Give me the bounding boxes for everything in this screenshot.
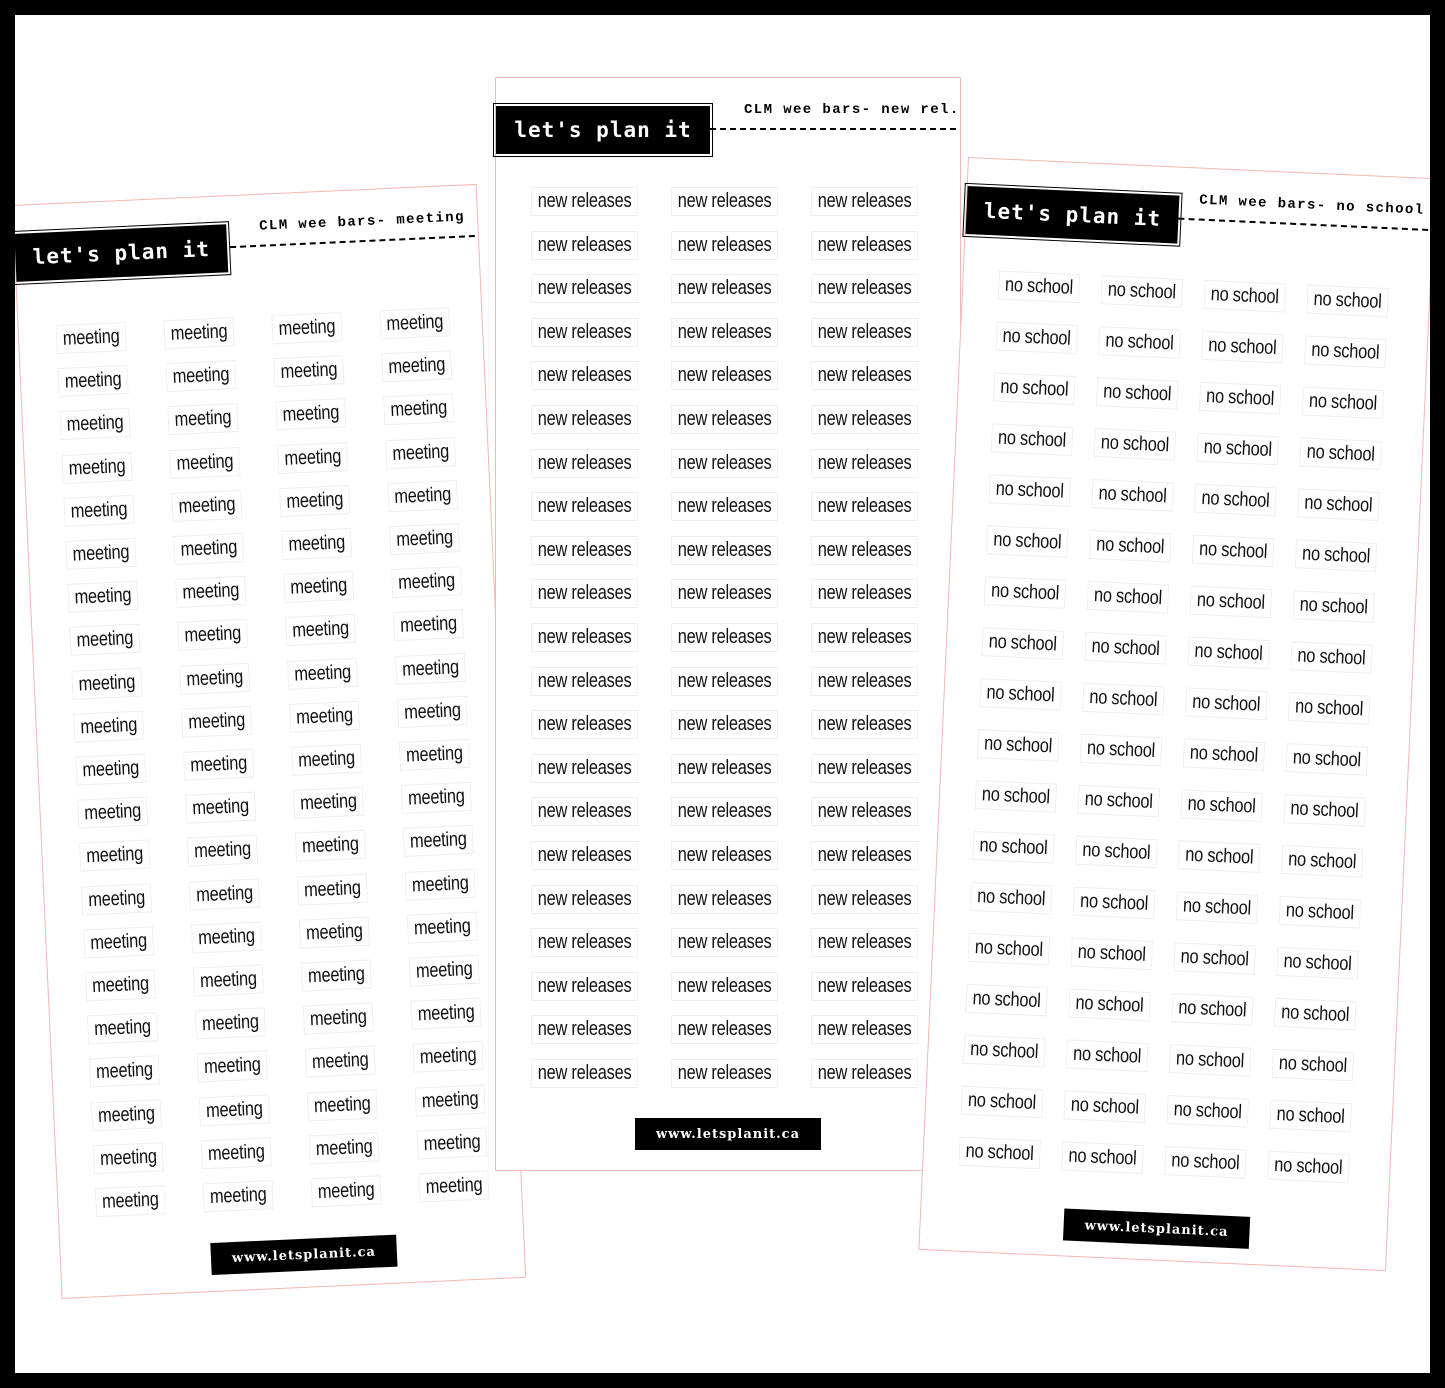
- title-divider: [1178, 218, 1428, 231]
- sticker-label: no school: [1088, 582, 1169, 613]
- sticker-label: meeting: [392, 567, 461, 597]
- sticker-label: no school: [1268, 1152, 1349, 1183]
- sticker-label: no school: [1074, 888, 1155, 919]
- sticker-label: new releases: [812, 886, 917, 913]
- sticker-label: new releases: [812, 755, 917, 782]
- sticker-label: meeting: [164, 318, 233, 348]
- brand-label: let's plan it: [15, 224, 228, 282]
- sticker-label: new releases: [532, 624, 637, 651]
- product-frame: [15, 15, 1430, 1373]
- sticker-label: no school: [985, 577, 1066, 608]
- sticker-label: new releases: [532, 842, 637, 869]
- sticker-label: meeting: [60, 409, 129, 439]
- sticker-label: new releases: [812, 232, 917, 259]
- sticker-label: new releases: [532, 973, 637, 1000]
- sticker-label: meeting: [406, 869, 475, 899]
- sticker-label: new releases: [672, 188, 777, 215]
- sticker-label: meeting: [419, 1171, 488, 1201]
- sticker-label: meeting: [192, 922, 261, 952]
- sticker-label: meeting: [386, 438, 455, 468]
- sticker-label: meeting: [390, 524, 459, 554]
- sticker-label: meeting: [96, 1186, 165, 1216]
- sticker-label: no school: [969, 934, 1050, 965]
- sticker-label: no school: [1170, 1045, 1251, 1076]
- sticker-label: new releases: [672, 537, 777, 564]
- sticker-label: no school: [1293, 591, 1374, 622]
- sticker-label: meeting: [90, 1057, 159, 1087]
- sticker-label: no school: [1177, 892, 1258, 923]
- sticker-label: meeting: [288, 658, 357, 688]
- sticker-label: new releases: [672, 450, 777, 477]
- sticker-label: meeting: [78, 798, 147, 828]
- sticker-label: no school: [982, 628, 1063, 659]
- sticker-label: meeting: [402, 783, 471, 813]
- sticker-label: meeting: [286, 615, 355, 645]
- sticker-label: no school: [1191, 587, 1272, 618]
- sticker-label: no school: [1097, 378, 1178, 409]
- sticker-label: no school: [973, 832, 1054, 863]
- sticker-label: new releases: [672, 1060, 777, 1087]
- sticker-label: meeting: [396, 654, 465, 684]
- sticker-label: no school: [1062, 1142, 1143, 1173]
- sticker-label: meeting: [310, 1133, 379, 1163]
- sticker-label: meeting: [76, 755, 145, 785]
- sticker-label: no school: [1305, 337, 1386, 368]
- sticker-label: meeting: [198, 1052, 267, 1082]
- sticker-label: new releases: [812, 842, 917, 869]
- sticker-label: no school: [1095, 429, 1176, 460]
- sticker-label: meeting: [180, 663, 249, 693]
- sticker-label: meeting: [417, 1128, 486, 1158]
- sticker-label: no school: [994, 373, 1075, 404]
- sticker-label: new releases: [532, 406, 637, 433]
- sticker-label: meeting: [308, 1090, 377, 1120]
- sticker-label: meeting: [294, 788, 363, 818]
- sticker-label: no school: [1202, 332, 1283, 363]
- sticker-label: new releases: [812, 275, 917, 302]
- sticker-label: meeting: [70, 625, 139, 655]
- sticker-label: new releases: [812, 493, 917, 520]
- sticker-label: meeting: [62, 452, 131, 482]
- sticker-label: no school: [1280, 897, 1361, 928]
- sticker-label: new releases: [672, 232, 777, 259]
- sticker-label: new releases: [672, 668, 777, 695]
- sticker-label: no school: [966, 985, 1047, 1016]
- sticker-label: no school: [1282, 846, 1363, 877]
- footer-url: www.letsplanit.ca: [210, 1235, 397, 1275]
- sticker-label: meeting: [196, 1009, 265, 1039]
- sticker-label: new releases: [812, 537, 917, 564]
- sticker-label: meeting: [278, 443, 347, 473]
- sticker-label: meeting: [94, 1143, 163, 1173]
- sticker-sheet-no-school: [918, 157, 1430, 1271]
- sticker-label: no school: [1071, 939, 1152, 970]
- sticker-label: meeting: [200, 1095, 269, 1125]
- sticker-label: no school: [1197, 434, 1278, 465]
- sticker-label: new releases: [672, 406, 777, 433]
- sticker-label: new releases: [532, 1016, 637, 1043]
- sticker-label: meeting: [412, 999, 481, 1029]
- sticker-label: no school: [978, 730, 1059, 761]
- sticker-label: meeting: [88, 1013, 157, 1043]
- sticker-label: meeting: [166, 361, 235, 391]
- sticker-label: meeting: [170, 448, 239, 478]
- sticker-label: new releases: [532, 668, 637, 695]
- sticker-label: new releases: [812, 973, 917, 1000]
- sticker-label: meeting: [380, 308, 449, 338]
- sticker-label: new releases: [672, 798, 777, 825]
- sticker-label: no school: [1303, 387, 1384, 418]
- sheet-title: CLM wee bars- meeting: [258, 209, 466, 235]
- sticker-label: meeting: [415, 1085, 484, 1115]
- sticker-label: meeting: [57, 323, 126, 353]
- sticker-label: new releases: [812, 798, 917, 825]
- sticker-label: meeting: [300, 917, 369, 947]
- sticker-label: meeting: [74, 711, 143, 741]
- sticker-label: new releases: [672, 711, 777, 738]
- sticker-label: no school: [964, 1036, 1045, 1067]
- title-divider: [710, 128, 956, 130]
- sticker-label: no school: [1064, 1091, 1145, 1122]
- sticker-label: no school: [1172, 994, 1253, 1025]
- sticker-label: meeting: [404, 826, 473, 856]
- sticker-label: no school: [992, 424, 1073, 455]
- sticker-label: new releases: [532, 493, 637, 520]
- sticker-label: meeting: [182, 707, 251, 737]
- footer-url: www.letsplanit.ca: [635, 1118, 821, 1150]
- sticker-label: new releases: [672, 275, 777, 302]
- sticker-label: new releases: [812, 188, 917, 215]
- sheet-title: CLM wee bars- no school: [1198, 192, 1425, 219]
- sticker-label: no school: [996, 323, 1077, 354]
- sticker-label: new releases: [532, 319, 637, 346]
- sticker-label: new releases: [672, 886, 777, 913]
- sticker-label: no school: [1204, 281, 1285, 312]
- sticker-label: new releases: [672, 842, 777, 869]
- sticker-label: meeting: [304, 1004, 373, 1034]
- sticker-label: meeting: [58, 366, 127, 396]
- sticker-sheet-meeting: [15, 184, 526, 1299]
- sticker-label: meeting: [388, 481, 457, 511]
- sticker-label: meeting: [194, 965, 263, 995]
- sticker-label: meeting: [410, 956, 479, 986]
- sticker-label: meeting: [400, 740, 469, 770]
- sticker-label: no school: [1284, 795, 1365, 826]
- sticker-label: no school: [959, 1138, 1040, 1169]
- sticker-label: no school: [1275, 999, 1356, 1030]
- sticker-label: no school: [962, 1087, 1043, 1118]
- sticker-label: no school: [1186, 688, 1267, 719]
- sticker-label: new releases: [812, 929, 917, 956]
- sticker-label: meeting: [188, 836, 257, 866]
- sticker-label: meeting: [280, 486, 349, 516]
- sticker-label: no school: [1291, 642, 1372, 673]
- sticker-label: meeting: [292, 745, 361, 775]
- sticker-label: new releases: [812, 711, 917, 738]
- sticker-label: no school: [980, 679, 1061, 710]
- sticker-label: new releases: [812, 668, 917, 695]
- sticker-label: meeting: [186, 793, 255, 823]
- sticker-label: no school: [1181, 790, 1262, 821]
- sticker-label: no school: [971, 883, 1052, 914]
- sticker-label: no school: [1184, 739, 1265, 770]
- sticker-label: no school: [1193, 536, 1274, 567]
- sticker-label: no school: [1200, 383, 1281, 414]
- sticker-label: new releases: [672, 493, 777, 520]
- sticker-label: new releases: [672, 973, 777, 1000]
- sticker-label: meeting: [80, 841, 149, 871]
- sticker-label: new releases: [812, 1060, 917, 1087]
- sticker-label: new releases: [672, 929, 777, 956]
- sticker-label: meeting: [382, 351, 451, 381]
- sticker-label: meeting: [284, 572, 353, 602]
- sticker-label: meeting: [64, 496, 133, 526]
- sticker-label: new releases: [812, 362, 917, 389]
- sticker-label: no school: [1307, 286, 1388, 317]
- brand-label: let's plan it: [966, 186, 1180, 244]
- sticker-label: no school: [1195, 485, 1276, 516]
- sticker-label: meeting: [272, 313, 341, 343]
- sticker-label: no school: [1286, 744, 1367, 775]
- sticker-label: new releases: [532, 232, 637, 259]
- sticker-label: meeting: [394, 610, 463, 640]
- sticker-label: no school: [1081, 735, 1162, 766]
- sticker-label: meeting: [72, 668, 141, 698]
- sticker-label: no school: [1078, 786, 1159, 817]
- sticker-label: no school: [1099, 327, 1180, 358]
- sticker-label: new releases: [812, 580, 917, 607]
- sticker-label: meeting: [312, 1176, 381, 1206]
- sticker-label: new releases: [812, 406, 917, 433]
- sticker-label: meeting: [306, 1047, 375, 1077]
- sticker-label: meeting: [178, 620, 247, 650]
- sticker-label: new releases: [532, 886, 637, 913]
- sticker-label: new releases: [532, 188, 637, 215]
- sticker-label: meeting: [92, 1100, 161, 1130]
- sticker-label: meeting: [276, 400, 345, 430]
- sticker-label: no school: [1188, 638, 1269, 669]
- sticker-label: meeting: [414, 1042, 483, 1072]
- sticker-label: meeting: [282, 529, 351, 559]
- sticker-label: no school: [1300, 438, 1381, 469]
- sticker-label: meeting: [82, 884, 151, 914]
- sticker-label: new releases: [532, 450, 637, 477]
- sticker-label: new releases: [672, 624, 777, 651]
- sticker-label: no school: [1270, 1101, 1351, 1132]
- sticker-label: meeting: [86, 970, 155, 1000]
- sticker-label: no school: [1085, 633, 1166, 664]
- sticker-label: no school: [987, 526, 1068, 557]
- footer-url: www.letsplanit.ca: [1063, 1208, 1250, 1248]
- sticker-label: meeting: [202, 1138, 271, 1168]
- sticker-label: meeting: [296, 831, 365, 861]
- sticker-label: meeting: [204, 1181, 273, 1211]
- sticker-label: new releases: [532, 711, 637, 738]
- sticker-label: no school: [1167, 1096, 1248, 1127]
- sticker-label: new releases: [812, 450, 917, 477]
- sticker-label: new releases: [672, 362, 777, 389]
- sticker-label: no school: [1296, 540, 1377, 571]
- sticker-label: no school: [1179, 841, 1260, 872]
- sticker-label: meeting: [66, 539, 135, 569]
- sticker-label: meeting: [290, 702, 359, 732]
- sticker-sheet-new-releases: [495, 77, 961, 1171]
- brand-label: let's plan it: [496, 106, 710, 154]
- sticker-label: no school: [1273, 1050, 1354, 1081]
- sticker-label: new releases: [812, 624, 917, 651]
- sticker-label: no school: [1298, 489, 1379, 520]
- sticker-label: meeting: [176, 577, 245, 607]
- sticker-label: no school: [1289, 693, 1370, 724]
- title-divider: [230, 235, 475, 248]
- sticker-label: new releases: [812, 319, 917, 346]
- sticker-label: meeting: [302, 961, 371, 991]
- sticker-label: new releases: [672, 580, 777, 607]
- sticker-label: new releases: [532, 362, 637, 389]
- sticker-label: meeting: [168, 404, 237, 434]
- sticker-label: new releases: [672, 1016, 777, 1043]
- sticker-label: no school: [999, 272, 1080, 303]
- sticker-label: new releases: [532, 580, 637, 607]
- sticker-label: new releases: [532, 755, 637, 782]
- sticker-label: new releases: [532, 275, 637, 302]
- sticker-label: meeting: [84, 927, 153, 957]
- sticker-label: no school: [989, 475, 1070, 506]
- sticker-label: no school: [1083, 684, 1164, 715]
- sticker-label: meeting: [298, 874, 367, 904]
- sticker-label: no school: [1090, 531, 1171, 562]
- sticker-label: new releases: [672, 755, 777, 782]
- sticker-label: new releases: [532, 537, 637, 564]
- sticker-label: new releases: [532, 929, 637, 956]
- sticker-label: meeting: [408, 912, 477, 942]
- sticker-label: no school: [1092, 480, 1173, 511]
- sticker-label: no school: [1069, 989, 1150, 1020]
- sticker-label: new releases: [812, 1016, 917, 1043]
- sticker-label: no school: [975, 781, 1056, 812]
- sticker-label: meeting: [190, 879, 259, 909]
- sticker-label: no school: [1067, 1040, 1148, 1071]
- sticker-label: no school: [1076, 837, 1157, 868]
- sticker-label: no school: [1174, 943, 1255, 974]
- sticker-label: meeting: [184, 750, 253, 780]
- sticker-label: no school: [1102, 276, 1183, 307]
- sticker-label: meeting: [274, 356, 343, 386]
- sticker-label: meeting: [384, 395, 453, 425]
- sheet-title: CLM wee bars- new rel.: [744, 102, 960, 118]
- sticker-label: meeting: [398, 697, 467, 727]
- sticker-label: meeting: [68, 582, 137, 612]
- sticker-label: new releases: [672, 319, 777, 346]
- sticker-label: no school: [1165, 1147, 1246, 1178]
- sticker-label: new releases: [532, 1060, 637, 1087]
- sticker-label: meeting: [174, 534, 243, 564]
- sticker-label: no school: [1277, 948, 1358, 979]
- sticker-label: new releases: [532, 798, 637, 825]
- sticker-label: meeting: [172, 491, 241, 521]
